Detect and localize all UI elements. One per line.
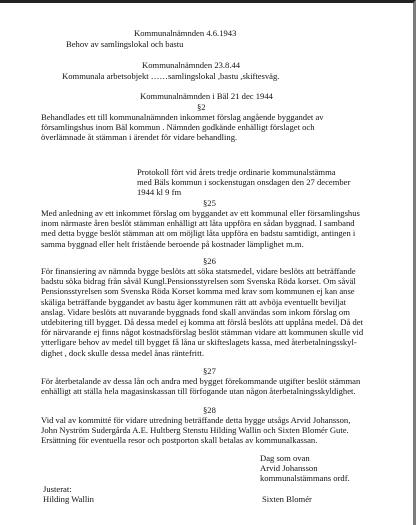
section-number-25: §25 xyxy=(203,198,216,208)
protocol-line: med Bäls kommun i sockenstugan onsdagen den 27 december xyxy=(137,177,351,188)
adjusters-label: Justerat: xyxy=(43,484,72,494)
protocol-line: Protokoll fört vid årets tredje ordinarie kommunalstämma xyxy=(137,167,336,177)
section-number-27: §27 xyxy=(203,366,216,376)
section-28-line: Vid val av kommitté för vidare utredning beträffande detta bygge utsågs Arvid Johansson, xyxy=(41,415,351,425)
section-26-line: dighet , dock skulle dessa medel ånas räntefritt. xyxy=(41,347,204,358)
section-2-text xyxy=(41,112,377,143)
meeting-header-1943: Kommunalnämnden 4.6.1943 xyxy=(134,28,237,38)
section-26-line: skäliga beträffande byggandet av bastu äger kommunen rätt att avböja eventuellt beviljat xyxy=(41,296,347,307)
section-26-line: badstu söka bidrag från såväl Kungl.Pensionsstyrelsen som Svenska Röda korset. Om såväl xyxy=(41,276,356,287)
section-26-line: För finansiering av nämnda bygge beslöts att söka statsmedel, vidare beslöts att beträffande xyxy=(41,266,356,276)
section-26-line: Pensionsstyrelsen som Svenska Röda Korset komma med krav som kommunen ej kan anse xyxy=(41,286,355,297)
meeting-subject-1944-aug: Kommunala arbetsobjekt ……samlingslokal ,bastu ,skiftesväg. xyxy=(62,71,280,81)
section-27-line: enhälligt att ställa hela magasinskassan till förfogande utan någon återbetalningsskyldighet. xyxy=(41,386,356,397)
section-2-line: församlingshus inom Bäl kommun . Nämnden godkände enhälligt förslaget och xyxy=(41,122,315,133)
section-25-text xyxy=(41,208,377,249)
section-number-2: §2 xyxy=(197,102,206,112)
section-number-26: §26 xyxy=(203,256,216,266)
section-26-line: ytterligare behov av medel till bygget få låna ur skifteslagets kassa, med återbetalningsskyl- xyxy=(41,337,357,348)
section-number-28: §28 xyxy=(203,405,216,415)
section-28-line: Ersättning för eventuella resor och postporton skall betalas av kommunalkassan. xyxy=(41,435,318,446)
chairman-name: Arvid Johansson xyxy=(260,463,318,473)
protocol-intro xyxy=(137,167,416,198)
section-25-line: samma byggnad eller helt fristående beroende på kostnader lämplighet m.m. xyxy=(41,238,304,249)
section-27-text xyxy=(41,376,377,396)
section-25-line: inom närmaste åren beslöt stämman enhälligt att låta uppföra en sådan byggnad. I samband xyxy=(41,218,355,229)
meeting-header-1944-dec: Kommunalnämnden i Bäl 21 dec 1944 xyxy=(140,91,273,101)
section-26-text xyxy=(41,266,377,358)
adjuster-signature-1: Hilding Wallin xyxy=(43,494,94,504)
section-26-line: anslag. Vidare beslöts att nuvarande byggnads fond skall användas som inkom förslag om xyxy=(41,306,350,317)
meeting-header-1944-aug: Kommunalnämnden 23.8.44 xyxy=(142,60,241,70)
section-2-line: överlämnade åt stämman i ärendet för vidare behandling. xyxy=(41,132,238,143)
section-28-text xyxy=(41,415,377,446)
section-27-line: För återbetalande av dessa lån och andra med bygget förekommande utgifter beslöt stämman xyxy=(41,376,361,386)
section-28-line: John Nyström Sudergårda A.E. Hultberg Stenstu Hilding Wallin och Sixten Blomér Gute. xyxy=(41,425,349,436)
section-25-line: med detta bygge beslöt stämman att om möjligt låta uppföra en badstu samtidigt, antingen i xyxy=(41,228,356,239)
adjuster-signature-2: Sixten Blomér xyxy=(262,494,312,504)
section-26-line: utdebitering till bygget. Då dessa medel ej komma att förslå beslöts att upplåna medel. Då det xyxy=(41,317,363,328)
section-26-line: för närvarande ej finns något kostnadsförslag beslöt stämman vidare att kommunen skulle vid xyxy=(41,327,364,338)
meeting-subject-1943: Behov av samlingslokal och bastu xyxy=(66,39,184,49)
protocol-line: 1944 kl 9 fm xyxy=(137,187,182,198)
section-2-line: Behandlades ett till kommunalnämnden inkommet förslag angående byggandet av xyxy=(41,112,324,122)
same-as-above-note: Dag som ovan xyxy=(260,453,310,463)
chairman-title: kommunalstämmans ordf. xyxy=(260,473,350,483)
section-25-line: Med anledning av ett inkommet förslag om byggandet av ett kommunal eller församlingshus xyxy=(41,208,360,218)
